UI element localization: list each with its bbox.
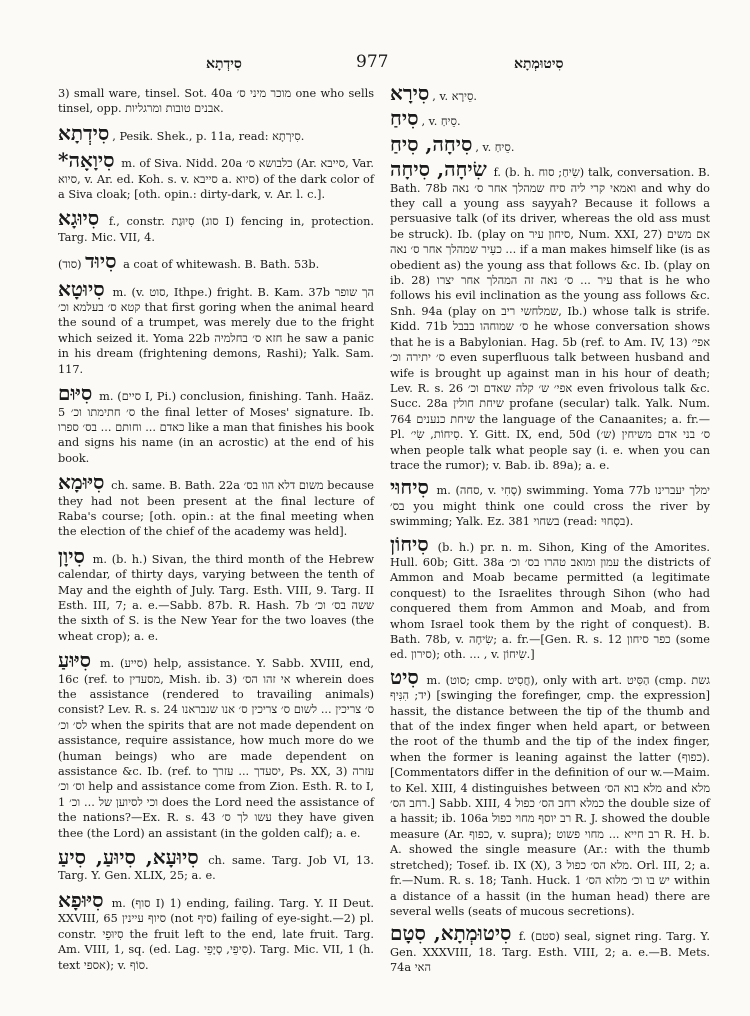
entry-headword: סִידְתָא — [58, 120, 110, 145]
dictionary-entry — [58, 249, 374, 274]
entry-definition: f., constr. סִיוּגַת (סוג I) fencing in, protection. Targ. Mic. VII, 4. — [58, 215, 375, 244]
entry-headword: סִיוּד — [85, 249, 117, 274]
entry-definition: , v. סֵיחַ. — [475, 140, 515, 154]
entry-headword: סִיחוֹן — [390, 531, 429, 556]
entry-definition: (b. h.) pr. n. m. Sihon, King of the Amorites. Hull. 60b; Gitt. 38a עמון ומואב טהרו בס׳ וכ׳ the districts of Ammon and Moab became permitted (a legitimate conquest) to the Israelites through Sihon (who had conquered them from Ammon and Moab, and from whom Israel took them by the right of conquest). B. Bath. 78b, v. שִׂיחָה; a. fr.—[Gen. R. s. 12 כפר סיחון (some ed. סירון); oth. ... , v. שִׂיחוֹן.] — [390, 540, 711, 662]
right-running-head: סִיטוּמְתָא — [514, 56, 564, 72]
entry-headword: סִיחָה, סִיחַ — [390, 131, 473, 156]
entry-definition: m. (b. h.) Sivan, the third month of the Hebrew calendar, of thirty days, varying between the tenth of May and the eighth of July. Targ. Esth. VIII, 9. Targ. II Esth. III, 7; a. e.—Sabb. 87b. R. Hash. 7b ששה בס׳ וכ׳ the sixth of S. is the New Year for the two loaves (the wheat crop); a. e. — [58, 552, 374, 643]
dictionary-entry — [58, 206, 375, 245]
entry-headword: סִיטוּמְתָא, סִטָם — [390, 921, 512, 946]
dictionary-entry — [390, 664, 711, 920]
dictionary-entry — [58, 648, 374, 841]
entry-headword: סִיּוּפָא — [58, 887, 104, 912]
dictionary-entry — [390, 131, 710, 156]
entry-headword: סִיוּטָא — [58, 276, 105, 301]
entry-definition: (סוד) a coat of whitewash. B. Bath. 53b. — [58, 258, 320, 272]
entry-definition: f. (סטם) seal, signet ring. Targ. Y. Gen. XXXVIII, 18. Targ. Esth. VIII, 2; a. e.—B. Mets. 74a האי — [390, 930, 710, 975]
entry-definition: , Pesik. Shek., p. 11a, read: סִירְתָא. — [112, 129, 305, 143]
entry-headword: סִיּוּמָא — [58, 470, 105, 495]
entry-definition: , v. סֵירָא. — [432, 90, 478, 103]
dictionary-entry — [58, 120, 374, 145]
entry-headword: *סִיוָאָה — [58, 148, 115, 173]
entry-definition: m. (סיים I, Pi.) conclusion, finishing. Tanh. Haäz. 5 ס׳ חתימתו וכ׳ the final letter of Moses' signature. Ib. כאדם ... וחותם ... בס׳ ספרו like a man that finishes his book and signs his name (in an acrostic) at the end of his book. — [58, 390, 374, 465]
entry-definition: m. (סייע) help, assistance. Y. Sabb. XVIII, end, 16c (ref. to מסעדין, Mish. ib. 3) אי זהו הס׳ wherein does the assistance (rendered to travailing animals) consist? Lev. R. s. 24 ס׳ צריכין ... לשום ס׳ צריכין ס׳ אנו שנבראנו לס׳ וכ׳ when the spirits that are not made dependent on assistance, require assistance, how much more do we (human beings) who are made dependent on assistance &c. Ib. (ref. to יסעדך ... עזרך, Ps. XX, 3) עזרה וס׳ וכ׳ help and assistance come from Zion. Esth. R. to I, 1 וכי לסיוען של ... וכ׳ does the Lord need the assistance of the nations?—Ex. R. s. 43 עשו לך ס׳ they have given thee (the Lord) an assistant (in the golden calf); a. e. — [58, 657, 374, 840]
entry-headword: סִיט — [390, 664, 419, 689]
entry-headword: סִיוּעָא, סִיוּעַ, סִיעַ — [58, 845, 199, 870]
dictionary-entry — [390, 531, 711, 663]
right-column — [390, 81, 711, 983]
dictionary-entry — [390, 921, 710, 975]
entry-headword: סִיוּגָא — [58, 206, 100, 231]
entry-definition: m. (סוף I) 1) ending, failing. Targ. Y. II Deut. XXVIII, 65 סיוף עיינין (not סיף) failing of eye-sight.—2) pl. constr. סִיוּפֵי the fruit left to the end, late fruit. Targ. Am. VIII, 1, sq. (ed. Lag. סִיפֵי, סְיָפֵי). Targ. Mic. VII, 1 (h. text אספי); v. סוֹף. — [58, 896, 375, 972]
entry-definition: f. (b. h. שִׂיחַ; סוח) talk, conversation. B. Bath. 78b ואמאי קרי ליה סיח שמהלך אחר ס׳ נאה and why do they call a young ass sayyah? Because it follows a persuasive talk (of its driver, whereas the old ass must be struck). Ib. (play on סיחון עיר, Num. XXI, 27) אם משים ... כעֵיר שמהלך אחר ס׳ נאה if a man makes himself like (is as obedient as) the young ass that follows &c. Ib. (play on ib. 28) עיר ... ס׳ נאה זה המהלך אחר יצרו that is he who follows his evil inclination as the young ass follows &c. Snh. 94a (play on שמלחשי ריב, Ib.) whose talk is strife. Kidd. 71b ס׳ שמוחהו בבבל he whose conversation shows that he is a Babylonian. Hag. 5b (ref. to Am. IV, 13) אפי׳ ס׳ יתירה וכ׳ even superfluous talk between husband and wife is brought up against man in his hour of death; Lev. R. s. 26 אפי׳ ש׳ קלה שאדם וכ׳ even frivolous talk &c. Succ. 28a שיחת חולין profane (secular) talk. Yalk. Num. 764 שיחת כנענים the language of the Canaanites; a. fr.—Pl. סִיחוֹת, שִׂי׳. Y. Gitt. IX, end, 50d (ש׳) ס׳ בני אדם משיחין when people talk what people say (i. e. when you can trace the rumor); v. Bab. ib. 89a); a. e. — [390, 166, 710, 472]
dictionary-entry — [390, 81, 710, 105]
entry-headword: סִירָא — [390, 81, 430, 105]
entry-definition: m. (סחה, v. סְחִי) swimming. Yoma 77b ימלך יעברינו בס׳ you might think one could cross the river by swimming; Yalk. Ez. 381 בשחוי (read: בסְחוּי). — [390, 484, 710, 529]
left-column — [58, 86, 374, 982]
left-running-head: סִידְתָא — [206, 56, 242, 72]
entry-definition: ch. same. Targ. Job VI, 13. Targ. Y. Gen. XLIX, 25; a. e. — [58, 854, 374, 883]
dictionary-entry — [390, 157, 710, 473]
page-header — [60, 48, 700, 74]
dictionary-entry — [58, 381, 374, 466]
page-number: 977 — [356, 52, 389, 72]
dictionary-entry — [58, 470, 374, 540]
entry-definition: 3) small ware, tinsel. Sot. 40a מוכר מיני ס׳ one who sells tinsel, opp. אבנים טובות ומרגליות. — [58, 87, 375, 116]
dictionary-entry — [390, 475, 710, 529]
entry-headword: סִיחוּי — [390, 475, 429, 500]
dictionary-entry — [58, 276, 375, 377]
entry-definition: m. (v. סוט, Ithpe.) fright. B. Kam. 37b הך שופר קטא ס׳ בעלמא וכ׳ that first goring when the animal heard the sound of a trumpet, was merely due to the fright which seized it. Yoma 22b חזא ס׳ בחלמיה he saw a panic in his dream (frightening demons, Rashi); Yalk. Sam. 117. — [58, 285, 375, 376]
entry-headword: שִׂיחָה, סִיחָה — [390, 157, 487, 182]
dictionary-entry — [58, 543, 374, 644]
entry-headword: סִיחַ — [390, 106, 419, 131]
entry-definition: m. of Siva. Nidd. 20a כלבושא ס׳ (Ar. סייבא, Var. סיוא, v. Ar. ed. Koh. s. v. סייבא a. סיוא) of the dark color of a Siva cloak; [oth. opin.: dirty-dark, v. Ar. l. c.]. — [58, 157, 375, 202]
dictionary-entry — [390, 106, 710, 131]
dictionary-entry — [58, 845, 374, 884]
dictionary-entry — [58, 148, 375, 202]
entry-headword: סִיוָן — [58, 543, 85, 568]
entry-headword: סִיּוּעַ — [58, 648, 92, 673]
entry-definition: m. (סוט; cmp. חֲסִיט), only with art. הַסִּיט (cmp. גשת יד; הִנִּיף) [swinging the forefinger, cmp. the expression] hassit, the distance between the tip of the thumb and that of the index finger when held apart, or between the root of the thumb and the tip of the index finger, when the former is leaning against the latter (כפוף). [Commentators differ in the definition of our w.—Maim. to Kel. XIII, 4 distinguishes between מלא בוא הס׳ and מלא רחב הס׳.] Sabb. XIII, 4 כמלא רחב הס׳ כפול the double size of a hassit; ib. 106a רב יוסף מחוי כפול R. J. showed the double measure (Ar. כפוף, v. supra); רב חייא ... מחוי פשוט R. H. b. A. showed the single measure (Ar.: with the thumb stretched); Tosef. ib. IX (X), 3 מלא הס׳ כפול. Orl. III, 2; a. fr.—Num. R. s. 18; Tanh. Huck. 1 יש בו וכ׳ מלוא הס׳ within a distance of a hassit (in the human head) there are several wells (seats of mucous secretions). — [390, 673, 711, 918]
dictionary-entry — [58, 86, 374, 117]
entry-headword: סִיּוּם — [58, 381, 93, 406]
entry-definition: , v. סֵיחַ. — [421, 115, 461, 129]
entry-definition: ch. same. B. Bath. 22a משום דלא הוו בס׳ because they had not been present at the final lecture of Raba's course; [oth. opin.: at the final meeting when the election of the chief of the academy was held]. — [58, 479, 374, 539]
dictionary-entry — [58, 887, 375, 973]
